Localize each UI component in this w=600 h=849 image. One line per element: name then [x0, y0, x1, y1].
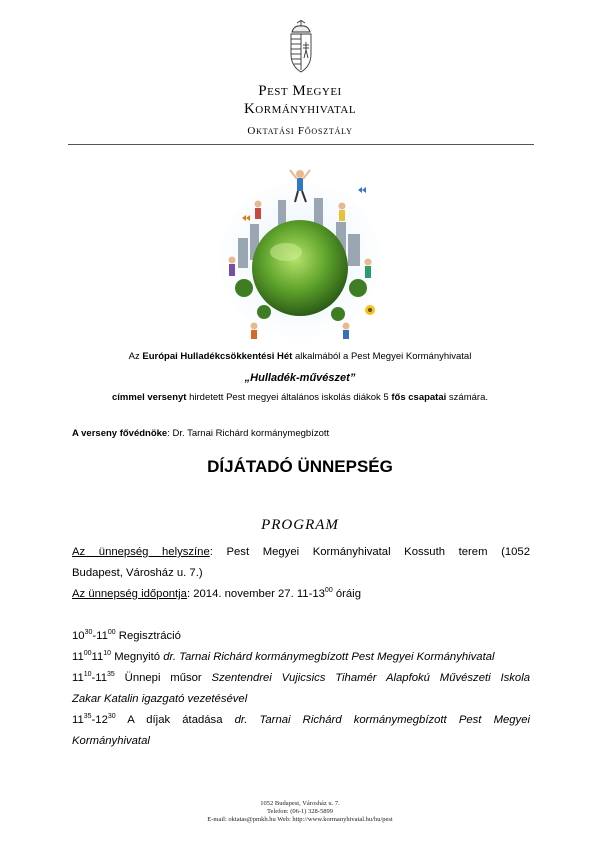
patron-line: [72, 428, 329, 439]
page-title: DÍJÁTADÓ ÜNNEPSÉG: [207, 457, 393, 476]
footer-phone: Telefon: (06-1) 328-5899: [267, 808, 333, 815]
schedule-text: A díjak átadása: [115, 714, 235, 726]
intro-text: hirdetett Pest megyei általános iskolás diákok 5: [186, 392, 392, 403]
time-min: 30: [107, 713, 116, 721]
time-min: 35: [107, 671, 115, 679]
intro-bold-text: címmel versenyt: [112, 392, 187, 403]
schedule-speaker: dr. Tarnai Richárd kormánymegbízott Pest Megyei Kormányhivatal: [163, 651, 495, 663]
time-min: 35: [83, 713, 92, 721]
org-name-line2: Kormányhivatal: [243, 101, 357, 117]
time: 11: [96, 630, 108, 642]
time-min: 00: [83, 650, 92, 658]
header-divider: [68, 144, 534, 145]
schedule-text: Megnyitó: [111, 651, 164, 663]
intro-bold-text: fős csapatai: [391, 392, 447, 403]
venue-line-1: [72, 542, 530, 563]
schedule-performer-line2: Zakar Katalin igazgató vezetésével: [72, 693, 248, 705]
schedule-item: [72, 668, 530, 689]
time: 12: [95, 714, 108, 726]
patron-label: A verseny fővédnöke: [72, 428, 168, 439]
intro-text: számára.: [446, 392, 488, 403]
time-sep: -: [91, 672, 96, 684]
time: 11: [72, 714, 84, 726]
schedule-item: [72, 626, 530, 647]
venue-text: : Pest Megyei Kormányhivatal Kossuth terem (1052: [209, 546, 530, 558]
time-min: 10: [103, 650, 112, 658]
date-text: : 2014. november 27. 11-13: [186, 588, 325, 600]
schedule-list: [72, 626, 530, 752]
intro-line-1: [60, 351, 540, 363]
date-line: [72, 584, 530, 605]
time-min: 10: [83, 671, 92, 679]
footer-address: 1052 Budapest, Városház u. 7.: [260, 800, 340, 807]
date-suffix: óráig: [332, 588, 361, 600]
coat-of-arms-icon: [286, 20, 316, 76]
venue-label: Az ünnepség helyszíne: [72, 546, 210, 558]
schedule-speaker-line2: Kormányhivatal: [72, 735, 150, 747]
earth-globe-people-icon: [218, 160, 383, 340]
patron-value: : Dr. Tarnai Richárd kormánymegbízott: [167, 428, 330, 439]
time: 11: [72, 651, 84, 663]
date-label: Az ünnepség időpontja: [72, 588, 187, 600]
schedule-speaker: dr. Tarnai Richárd kormánymegbízott Pest Megyei: [234, 714, 530, 726]
schedule-item: [72, 710, 530, 731]
schedule-performer: Szentendrei Vujicsics Tihamér Alapfokú Művészeti Iskola: [211, 672, 530, 684]
program-heading: PROGRAM: [261, 517, 339, 533]
schedule-text: Regisztráció: [115, 630, 181, 642]
time: 11: [91, 651, 104, 663]
intro-text: Az: [128, 351, 143, 362]
schedule-item: [72, 647, 530, 668]
intro-line-3: [60, 392, 540, 404]
intro-text: alkalmából a Pest Megyei Kormányhivatal: [292, 351, 472, 362]
venue-line-2: Budapest, Városház u. 7.): [72, 567, 203, 579]
time-min: 00: [107, 629, 116, 637]
time-sep: -: [92, 630, 97, 642]
time: 10: [72, 630, 85, 642]
date-sup: 00: [324, 587, 333, 595]
competition-title: „Hulladék-művészet”: [244, 372, 356, 384]
org-name-line1: Pest Megyei: [258, 83, 342, 99]
time: 11: [95, 672, 108, 684]
footer-contact: E-mail: oktatas@pmkh.hu Web: http://www.kormanyhivatal.hu/hu/pest: [207, 816, 393, 823]
venue-block: [72, 542, 530, 605]
schedule-text: Ünnepi műsor: [114, 672, 212, 684]
event-name: Európai Hulladékcsökkentési Hét: [142, 351, 293, 362]
department-name: Oktatási Főosztály: [247, 125, 353, 137]
time-min: 30: [84, 629, 93, 637]
time: 11: [72, 672, 84, 684]
time-sep: -: [91, 714, 96, 726]
